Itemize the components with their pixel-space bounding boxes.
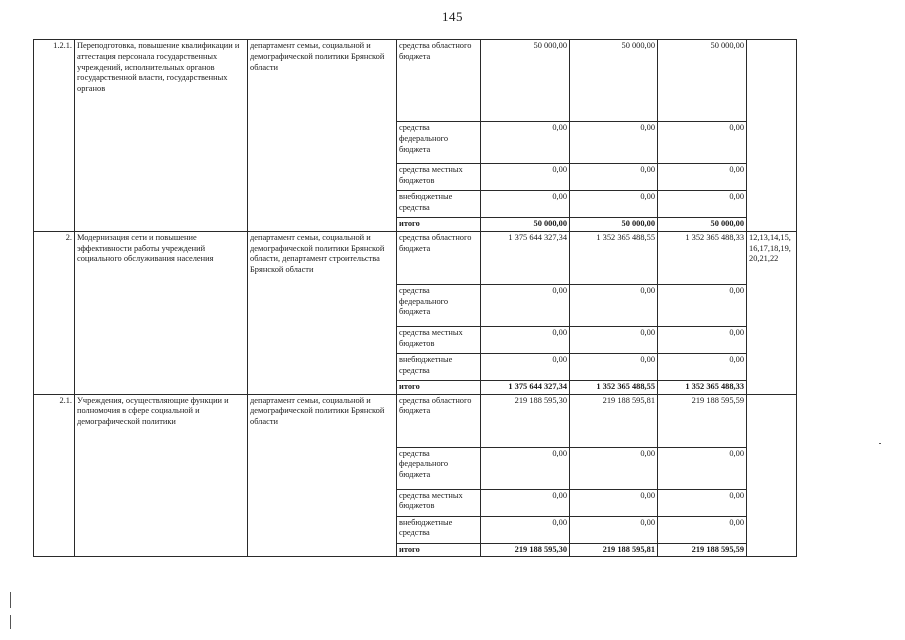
- table-row: [34, 231, 797, 284]
- amount-year-2: 0,00: [570, 122, 658, 164]
- amount-year-3: 219 188 595,59: [658, 543, 747, 557]
- table-row: [34, 394, 797, 447]
- item-name: Модернизация сети и повышение эффективности работы учреждений социального обслуживания населения: [75, 231, 248, 394]
- executor: департамент семьи, социальной и демографической политики Брянской области: [248, 394, 397, 557]
- funding-source: внебюджетные средства: [397, 353, 481, 380]
- amount-year-1: 0,00: [481, 516, 570, 543]
- amount-year-2: 0,00: [570, 284, 658, 326]
- amount-year-3: 0,00: [658, 284, 747, 326]
- amount-year-3: 0,00: [658, 191, 747, 218]
- indicators: [747, 40, 797, 232]
- amount-year-2: 0,00: [570, 353, 658, 380]
- funding-source: средства федерального бюджета: [397, 284, 481, 326]
- amount-year-3: 0,00: [658, 447, 747, 489]
- funding-source: средства областного бюджета: [397, 40, 481, 122]
- funding-source: внебюджетные средства: [397, 516, 481, 543]
- amount-year-3: 1 352 365 488,33: [658, 231, 747, 284]
- funding-source: средства федерального бюджета: [397, 447, 481, 489]
- funding-source: средства местных бюджетов: [397, 489, 481, 516]
- amount-year-1: 1 375 644 327,34: [481, 231, 570, 284]
- item-name: Учреждения, осуществляющие функции и полномочия в сфере социальной и демографической политики: [75, 394, 248, 557]
- executor: департамент семьи, социальной и демографической политики Брянской области: [248, 40, 397, 232]
- amount-year-1: 0,00: [481, 447, 570, 489]
- amount-year-2: 0,00: [570, 447, 658, 489]
- amount-year-1: 50 000,00: [481, 40, 570, 122]
- amount-year-1: 219 188 595,30: [481, 394, 570, 447]
- amount-year-2: 50 000,00: [570, 40, 658, 122]
- funding-source: итого: [397, 380, 481, 394]
- amount-year-2: 219 188 595,81: [570, 394, 658, 447]
- page-number: 145: [442, 9, 463, 24]
- budget-table: [33, 39, 797, 557]
- amount-year-1: 0,00: [481, 326, 570, 353]
- amount-year-3: 0,00: [658, 122, 747, 164]
- amount-year-2: 0,00: [570, 516, 658, 543]
- amount-year-2: 0,00: [570, 326, 658, 353]
- funding-source: внебюджетные средства: [397, 191, 481, 218]
- amount-year-3: 219 188 595,59: [658, 394, 747, 447]
- amount-year-3: 0,00: [658, 489, 747, 516]
- amount-year-3: 0,00: [658, 164, 747, 191]
- item-number: 2.1.: [34, 394, 75, 557]
- amount-year-1: 0,00: [481, 489, 570, 516]
- funding-source: средства местных бюджетов: [397, 326, 481, 353]
- scan-mark: [10, 592, 11, 608]
- amount-year-1: 0,00: [481, 164, 570, 191]
- amount-year-3: 1 352 365 488,33: [658, 380, 747, 394]
- amount-year-3: 0,00: [658, 326, 747, 353]
- amount-year-2: 50 000,00: [570, 218, 658, 232]
- amount-year-1: 0,00: [481, 191, 570, 218]
- item-number: 2.: [34, 231, 75, 394]
- amount-year-1: 0,00: [481, 284, 570, 326]
- item-name: Переподготовка, повышение квалификации и аттестация персонала государственных учреждений, исполнительных органов государственной власти, государственных органов: [75, 40, 248, 232]
- amount-year-2: 0,00: [570, 164, 658, 191]
- scan-mark: [879, 443, 881, 444]
- amount-year-3: 50 000,00: [658, 218, 747, 232]
- amount-year-3: 0,00: [658, 353, 747, 380]
- amount-year-2: 0,00: [570, 489, 658, 516]
- funding-source: итого: [397, 543, 481, 557]
- indicators: [747, 394, 797, 557]
- funding-source: средства местных бюджетов: [397, 164, 481, 191]
- amount-year-2: 1 352 365 488,55: [570, 231, 658, 284]
- amount-year-2: 1 352 365 488,55: [570, 380, 658, 394]
- item-number: 1.2.1.: [34, 40, 75, 232]
- amount-year-2: 219 188 595,81: [570, 543, 658, 557]
- amount-year-3: 0,00: [658, 516, 747, 543]
- amount-year-1: 1 375 644 327,34: [481, 380, 570, 394]
- executor: департамент семьи, социальной и демографической политики Брянской области, департамент строительства Брянской области: [248, 231, 397, 394]
- amount-year-1: 0,00: [481, 353, 570, 380]
- amount-year-1: 0,00: [481, 122, 570, 164]
- indicators: 12,13,14,15,16,17,18,19,20,21,22: [747, 231, 797, 394]
- scan-mark: [10, 615, 11, 629]
- table-row: [34, 40, 797, 122]
- amount-year-3: 50 000,00: [658, 40, 747, 122]
- funding-source: средства областного бюджета: [397, 231, 481, 284]
- funding-source: средства областного бюджета: [397, 394, 481, 447]
- funding-source: средства федерального бюджета: [397, 122, 481, 164]
- amount-year-1: 219 188 595,30: [481, 543, 570, 557]
- amount-year-1: 50 000,00: [481, 218, 570, 232]
- amount-year-2: 0,00: [570, 191, 658, 218]
- funding-source: итого: [397, 218, 481, 232]
